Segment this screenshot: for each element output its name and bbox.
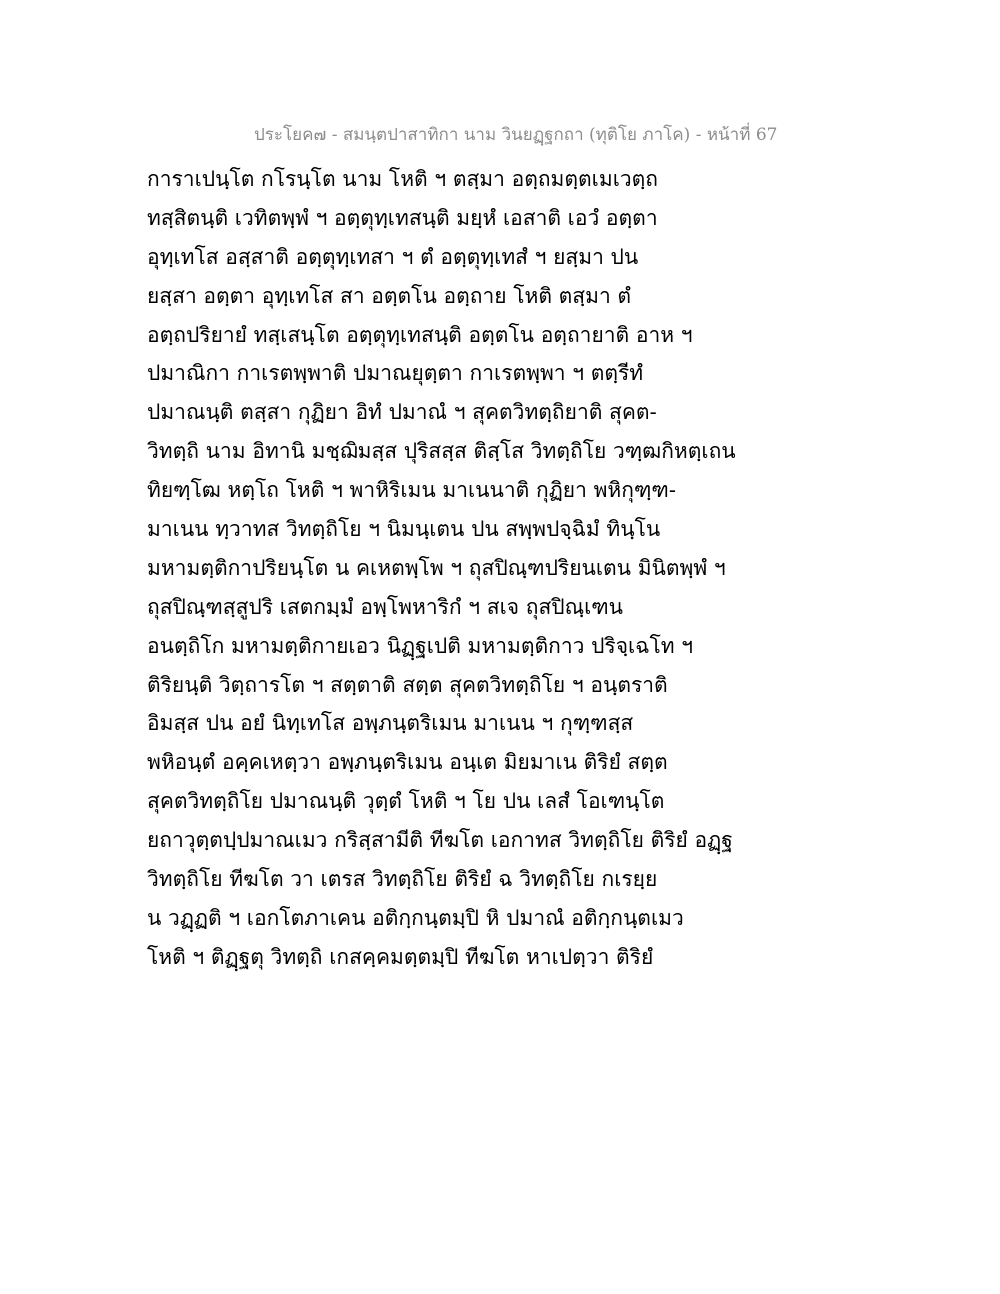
text-line: อุทฺเทโส อสฺสาติ อตฺตุทฺเทสา ฯ ตํ อตฺตุทฺเทสํ ฯ ยสฺมา ปน: [147, 244, 639, 269]
text-line: มาเนน ทฺวาทส วิทตฺถิโย ฯ นิมนฺเตน ปน สพฺพปจฺฉิมํ ทินฺโน: [147, 517, 661, 542]
running-header: ประโยค๗ - สมนฺตปาสาทิกา นาม วินยฏฺฐกถา (ทุติโย ภาโค) - หน้าที่ 67: [254, 125, 778, 145]
text-line: วิทตฺถิโย ทีฆโต วา เตรส วิทตฺถิโย ติริยํ ฉ วิทตฺถิโย กเรยฺย: [147, 867, 658, 892]
text-line: ถุสปิณฺฑสฺสูปริ เสตกมฺมํ อพฺโพหาริกํ ฯ สเจ ถุสปิณฺเฑน: [147, 594, 624, 619]
text-line: สุคตวิทตฺถิโย ปมาณนฺติ วุตฺตํ โหติ ฯ โย ปน เลสํ โอเฑนฺโต: [147, 789, 665, 814]
text-line: มหามตฺติกาปริยนฺโต น คเหตพฺโพ ฯ ถุสปิณฺฑปริยนเตน มินิตพฺพํ ฯ: [147, 555, 726, 580]
text-line: วิทตฺถิ นาม อิทานิ มชฺฌิมสฺส ปุริสสฺส ติสฺโส วิทตฺถิโย วฑฺฒกิหตฺเถน: [147, 439, 736, 464]
text-line: ติริยนฺติ วิตฺถารโต ฯ สตฺตาติ สตฺต สุคตวิทตฺถิโย ฯ อนฺตราติ: [147, 672, 668, 697]
text-line: การาเปนฺโต กโรนฺโต นาม โหติ ฯ ตสฺมา อตฺถมตฺตเมเวตฺถ: [147, 167, 659, 191]
text-line: พหิอนฺตํ อคฺคเหตฺวา อพฺภนฺตริเมน อนฺเต มิยมาเน ติริยํ สตฺต: [147, 750, 668, 775]
text-line: อิมสฺส ปน อยํ นิทฺเทโส อพฺภนฺตริเมน มาเนน ฯ กุฑฺฑสฺส: [147, 711, 634, 736]
text-line: ปมาณิกา กาเรตพฺพาติ ปมาณยุตฺตา กาเรตพฺพา ฯ ตตฺรีทํ: [147, 361, 644, 386]
text-line: ปมาณนฺติ ตสฺสา กุฏิยา อิทํ ปมาณํ ฯ สุคตวิทตฺถิยาติ สุคต-: [147, 400, 657, 425]
text-line: โหติ ฯ ติฏฺฐตุ วิทตฺถิ เกสคฺคมตฺตมฺปิ ทีฆโต หาเปตฺวา ติริยํ: [147, 944, 654, 969]
text-line: ยสฺสา อตฺตา อุทฺเทโส สา อตฺตโน อตฺถาย โหติ ตสฺมา ตํ: [147, 283, 632, 308]
body-text: [147, 160, 867, 977]
text-line: น วฏฺฏติ ฯ เอกโตภาเคน อติกฺกนฺตมฺปิ หิ ปมาณํ อติกฺกนฺตเมว: [147, 905, 684, 930]
text-line: อนตฺถิโก มหามตฺติกายเอว นิฏฺฐเปติ มหามตฺติกาว ปริจฺเฉโท ฯ: [147, 633, 694, 658]
text-line: ยถาวุตฺตปฺปมาณเมว กริสฺสามีติ ทีฆโต เอกาทส วิทตฺถิโย ติริยํ อฏฺฐ: [147, 828, 733, 853]
text-line: ทสฺสิตนฺติ เวทิตพฺพํ ฯ อตฺตุทฺเทสนฺติ มยฺหํ เอสาติ เอวํ อตฺตา: [147, 205, 658, 230]
text-line: ทิยฑฺโฒ หตฺโถ โหติ ฯ พาหิริเมน มาเนนาติ กุฏิยา พหิกุฑฺฑ-: [147, 478, 676, 503]
text-line: อตฺถปริยายํ ทสฺเสนฺโต อตฺตุทฺเทสนฺติ อตฺตโน อตฺถายาติ อาห ฯ: [147, 322, 693, 347]
